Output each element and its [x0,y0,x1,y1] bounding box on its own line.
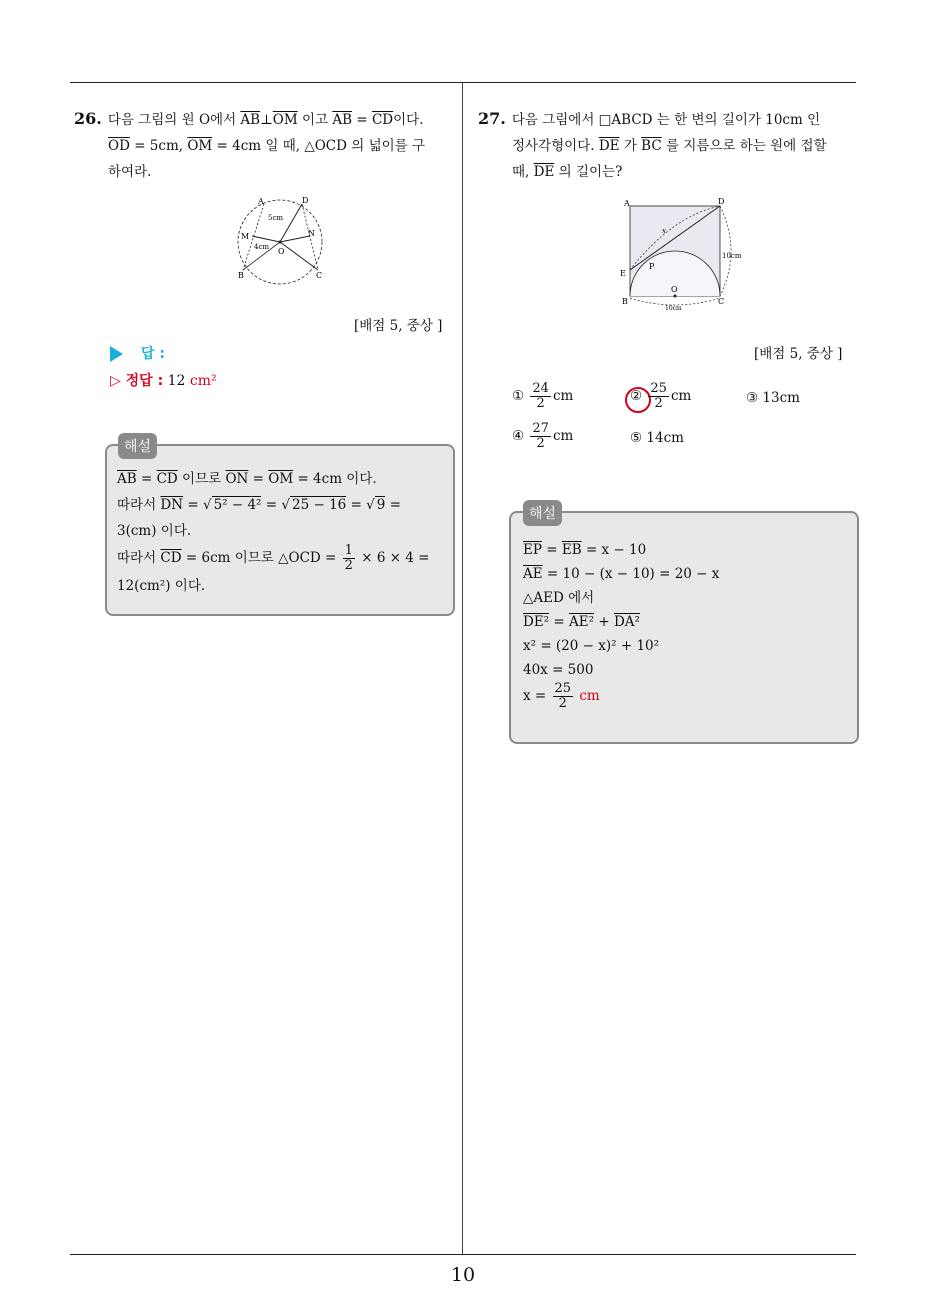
label-o: O [278,247,285,256]
q27-text: 다음 그림에서 □ABCD 는 한 변의 길이가 10cm 인 [511,112,821,128]
bottom-rule [70,1254,856,1255]
label-d: D [718,197,725,206]
choice-unit: cm [552,428,574,444]
q27-score: [배점 5, 중상 ] [754,346,843,362]
seg-ep: $\overline{EP}$ [523,542,542,558]
correct-label-wrap [110,373,163,389]
q26-circle-figure [228,192,340,292]
label-a: A [258,197,264,206]
seg-ae: $\overline{AE}$ [523,566,543,582]
frac-den: 2 [536,436,545,451]
choice-unit: cm [670,388,692,404]
choice-4[interactable] [512,422,573,451]
eq-symbol: = [356,112,368,128]
choice-number: ④ [512,428,525,444]
eq-symbol: = [350,497,362,513]
expl27-line7 [523,682,843,711]
expl27-line2 [523,562,843,586]
seg-cd: $\overline{CD}$ [371,112,394,128]
seg-da-sq: DA² [613,614,640,630]
choice-2[interactable] [630,382,691,411]
plus-symbol: + [598,614,610,630]
play-triangle-icon [110,346,123,362]
q27-line3 [478,159,860,185]
eq-symbol: = [553,614,565,630]
expl26-line4 [117,544,443,573]
label-o: O [671,285,678,294]
label-c: C [316,271,323,280]
label-10cm-side: 10cm [722,252,742,260]
choice-number: ③ [746,390,759,406]
perp-symbol: ⊥ [260,112,273,128]
q26-text: = 4cm 일 때, △OCD 의 넓이를 구 [216,138,426,154]
seg-dn: $\overline{DN}$ [160,497,184,513]
frac-num: 27 [532,421,549,436]
q27-line2 [478,133,860,159]
expl-text: = 6cm 이므로 △OCD = [185,550,337,566]
choice-5[interactable] [630,430,684,446]
expl27-line1 [523,538,843,562]
q26-score: [배점 5, 중상 ] [354,318,443,334]
sqrt-term: 5² − 4² [213,497,262,513]
expl27-line6: 40x = 500 [523,662,594,678]
choice-3[interactable] [746,390,800,406]
seg-bc: $\overline{BC}$ [641,138,662,154]
arc-10cm [720,206,731,296]
expl-text: 이므로 [182,471,222,487]
q26-correct-line [110,370,217,390]
seg-eb: $\overline{EB}$ [561,542,582,558]
choice-text: 14cm [646,430,684,446]
eq-symbol: = [265,497,278,513]
q26-explanation-tag: 해설 [118,433,157,459]
answer-unit: cm [579,688,600,704]
expl26-line1 [117,466,443,492]
q26-explanation-body [117,466,443,599]
seg-de: $\overline{DE}$ [533,164,555,180]
expl-text: × 6 × 4 = [361,550,430,566]
correct-label: 정답 : [125,373,164,389]
seg-ab: $\overline{AB}$ [240,112,261,128]
q27-explanation-tag: 해설 [523,500,562,526]
seg-ae-sq: AE² [569,614,595,630]
q26-line3: 하여라. [108,164,152,180]
expl-text: x = [523,688,547,704]
q27-text: 가 [623,138,637,154]
expl27-line5: x² = (20 − x)² + 10² [523,638,660,654]
eq-symbol: = [252,471,264,487]
expl-text: 따라서 [117,497,157,513]
seg-om: $\overline{OM}$ [268,471,294,487]
q27-text: 를 지름으로 하는 원에 접할 [665,138,827,154]
seg-cd: $\overline{CD}$ [156,471,178,487]
q26-line1 [74,106,456,133]
eq-symbol: = [140,471,153,487]
seg-od-line [280,204,302,242]
expl27-line3: △AED 에서 [523,590,595,606]
choice-number: ① [512,388,525,404]
fraction [553,682,574,711]
choice-1[interactable] [512,382,573,411]
fraction [648,382,669,411]
q26-number: 26. [74,109,102,128]
q27-explanation-body [523,538,843,711]
label-a: A [624,199,630,208]
correct-value: 12 [167,373,186,389]
expl-text: = x − 10 [585,542,647,558]
q27-square-figure [612,194,762,312]
choice-number: ⑤ [630,430,643,446]
label-p: P [649,262,655,271]
eq-symbol: = [187,497,199,513]
seg-de: $\overline{DE}$ [598,138,620,154]
expl27-line4 [523,610,843,634]
q26-text: 이고 [301,112,329,128]
q26-text: = 5cm, [134,138,184,154]
seg-de-sq: DE² [523,614,550,630]
choice-text: 13cm [762,390,800,406]
frac-num: 25 [650,381,667,396]
seg-ab: $\overline{AB}$ [117,471,137,487]
frac-den: 2 [536,396,545,411]
fraction [343,544,355,573]
q27-text: 정사각형이다. [512,138,595,154]
label-b: B [238,271,244,280]
page-number: 10 [450,1264,476,1286]
label-m: M [241,232,250,241]
choice-unit: cm [552,388,574,404]
label-d: D [302,196,309,205]
column-divider [462,83,463,1254]
expl-text: = 4cm 이다. [297,471,377,487]
q27-text: 때, [512,164,530,180]
center-o [674,295,677,298]
label-5cm: 5cm [268,214,284,222]
eq-symbol: = [389,497,401,513]
q26-line2 [74,133,456,159]
sqrt-term: 25 − 16 [292,497,347,513]
seg-oc-line [280,242,318,270]
seg-on-line [280,236,310,242]
seg-od: $\overline{OD}$ [108,138,130,154]
fraction [530,382,551,411]
eq-symbol: = [546,542,558,558]
expl26-line2: 따라서 $\overline{DN}$ = √ 5² − 4² = √ 25 − 16 = √ 9 = [117,497,401,513]
label-n: N [308,229,315,238]
frac-den: 2 [654,396,663,411]
q27-text: 의 길이는? [558,164,623,180]
q27-number: 27. [478,109,506,128]
answer-label: 답 : [141,346,165,362]
frac-den: 2 [558,696,567,711]
hollow-triangle-icon: ▷ [110,373,121,389]
frac-num: 25 [554,681,572,696]
frac-num: 24 [532,381,549,396]
frac-num: 1 [344,543,353,558]
fraction [530,422,551,451]
label-10cm-bottom: 10cm [665,305,682,312]
label-x: x [662,227,666,235]
correct-unit: cm² [189,373,217,389]
seg-om-line [252,236,280,242]
seg-on: $\overline{ON}$ [225,471,249,487]
q26-text: 다음 그림의 원 O에서 [107,112,237,128]
seg-om: $\overline{OM}$ [272,112,298,128]
q26-text: 이다. [393,112,424,128]
question-26 [74,106,456,185]
label-4cm: 4cm [254,243,270,251]
q26-answer-line [110,343,165,363]
center-o [279,241,282,244]
expl-text: = 10 − (x − 10) = 20 − x [546,566,720,582]
choice-number: ② [630,388,643,404]
q27-line1 [478,106,860,133]
arc-bottom [630,298,720,305]
top-rule [70,82,856,83]
label-e: E [620,269,626,278]
expl26-line3: 3(cm) 이다. [117,523,192,539]
seg-om: $\overline{OM}$ [187,138,213,154]
seg-ab: $\overline{AB}$ [332,112,353,128]
sqrt-term: 9 [376,497,386,513]
expl26-line5: 12(cm²) 이다. [117,578,206,594]
label-c: C [718,297,725,306]
seg-cd: $\overline{CD}$ [160,550,182,566]
expl-text: 따라서 [117,550,157,566]
question-27 [478,106,860,185]
label-b: B [622,297,628,306]
frac-den: 2 [344,558,353,573]
